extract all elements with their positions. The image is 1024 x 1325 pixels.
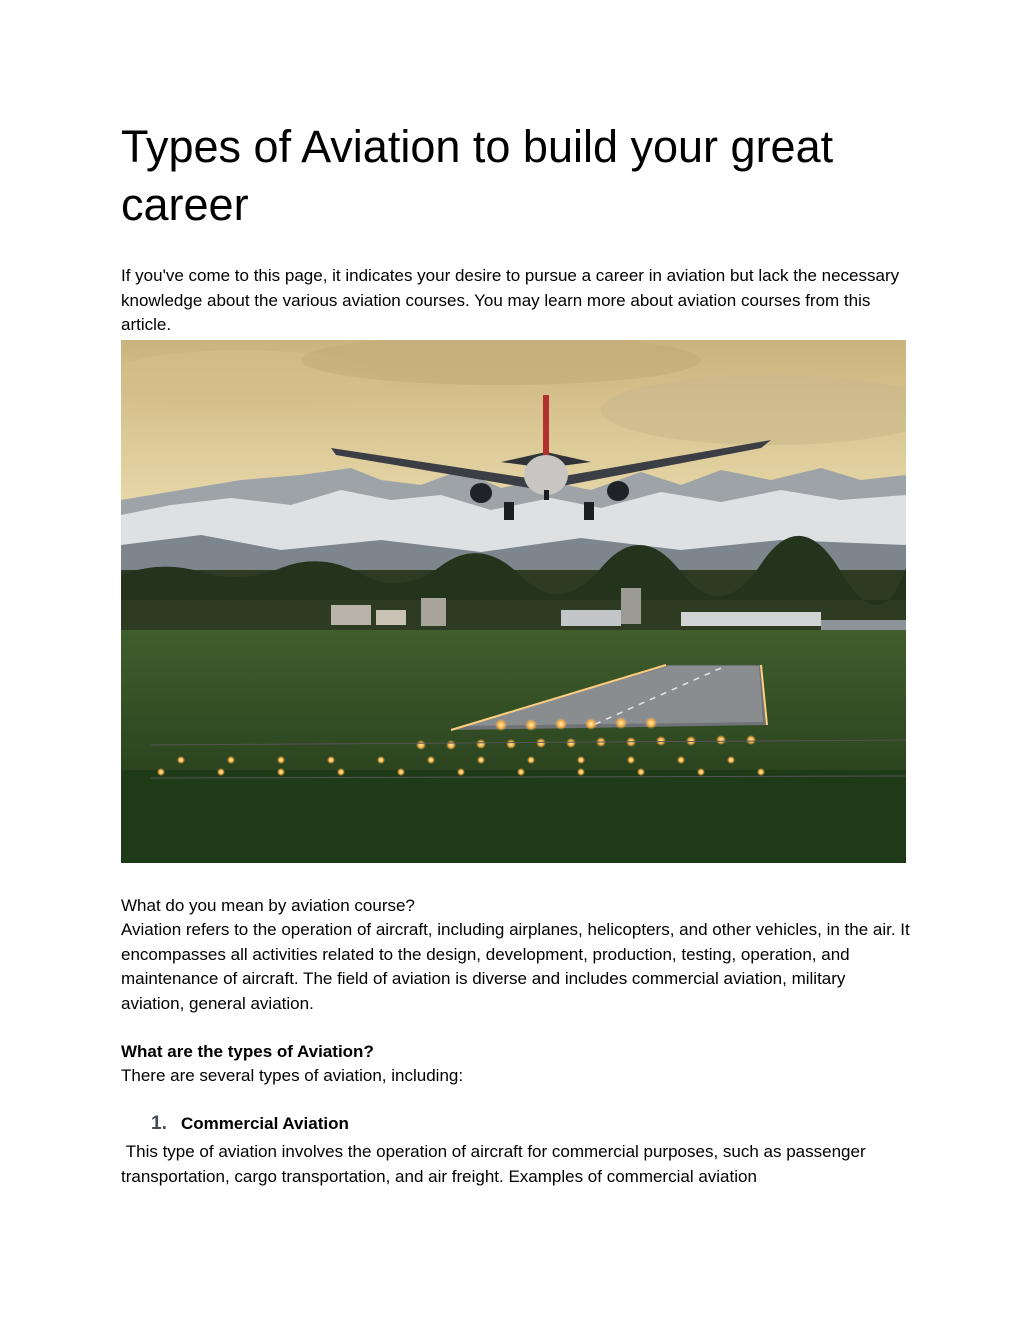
- section2-heading: What are the types of Aviation?: [121, 1042, 374, 1061]
- section2-intro: There are several types of aviation, including:: [121, 1066, 464, 1085]
- section1-question: What do you mean by aviation course?: [121, 896, 415, 915]
- section1-answer: Aviation refers to the operation of aircraft, including airplanes, helicopters, and other vehicles, in the air. It encompasses all activities related to the design, development, production, testing, operation, and maintenance of aircraft. The field of aviation is diverse and includes commercial aviation, military aviation, general aviation.: [121, 920, 910, 1013]
- list-item-description: This type of aviation involves the operation of aircraft for commercial purposes, such as passenger transportation, cargo transportation, and air freight. Examples of commercial aviation: [121, 1142, 871, 1186]
- airplane-landing-image: [121, 340, 906, 863]
- list-number: 1.: [151, 1113, 167, 1134]
- intro-paragraph: If you've come to this page, it indicates your desire to pursue a career in aviation but lack the necessary knowledge about the various aviation courses. You may learn more about aviation courses from this article.: [121, 266, 900, 334]
- list-label: Commercial Aviation: [181, 1114, 349, 1133]
- page-title: Types of Aviation to build your great career: [121, 121, 834, 230]
- list-item: [151, 1112, 349, 1137]
